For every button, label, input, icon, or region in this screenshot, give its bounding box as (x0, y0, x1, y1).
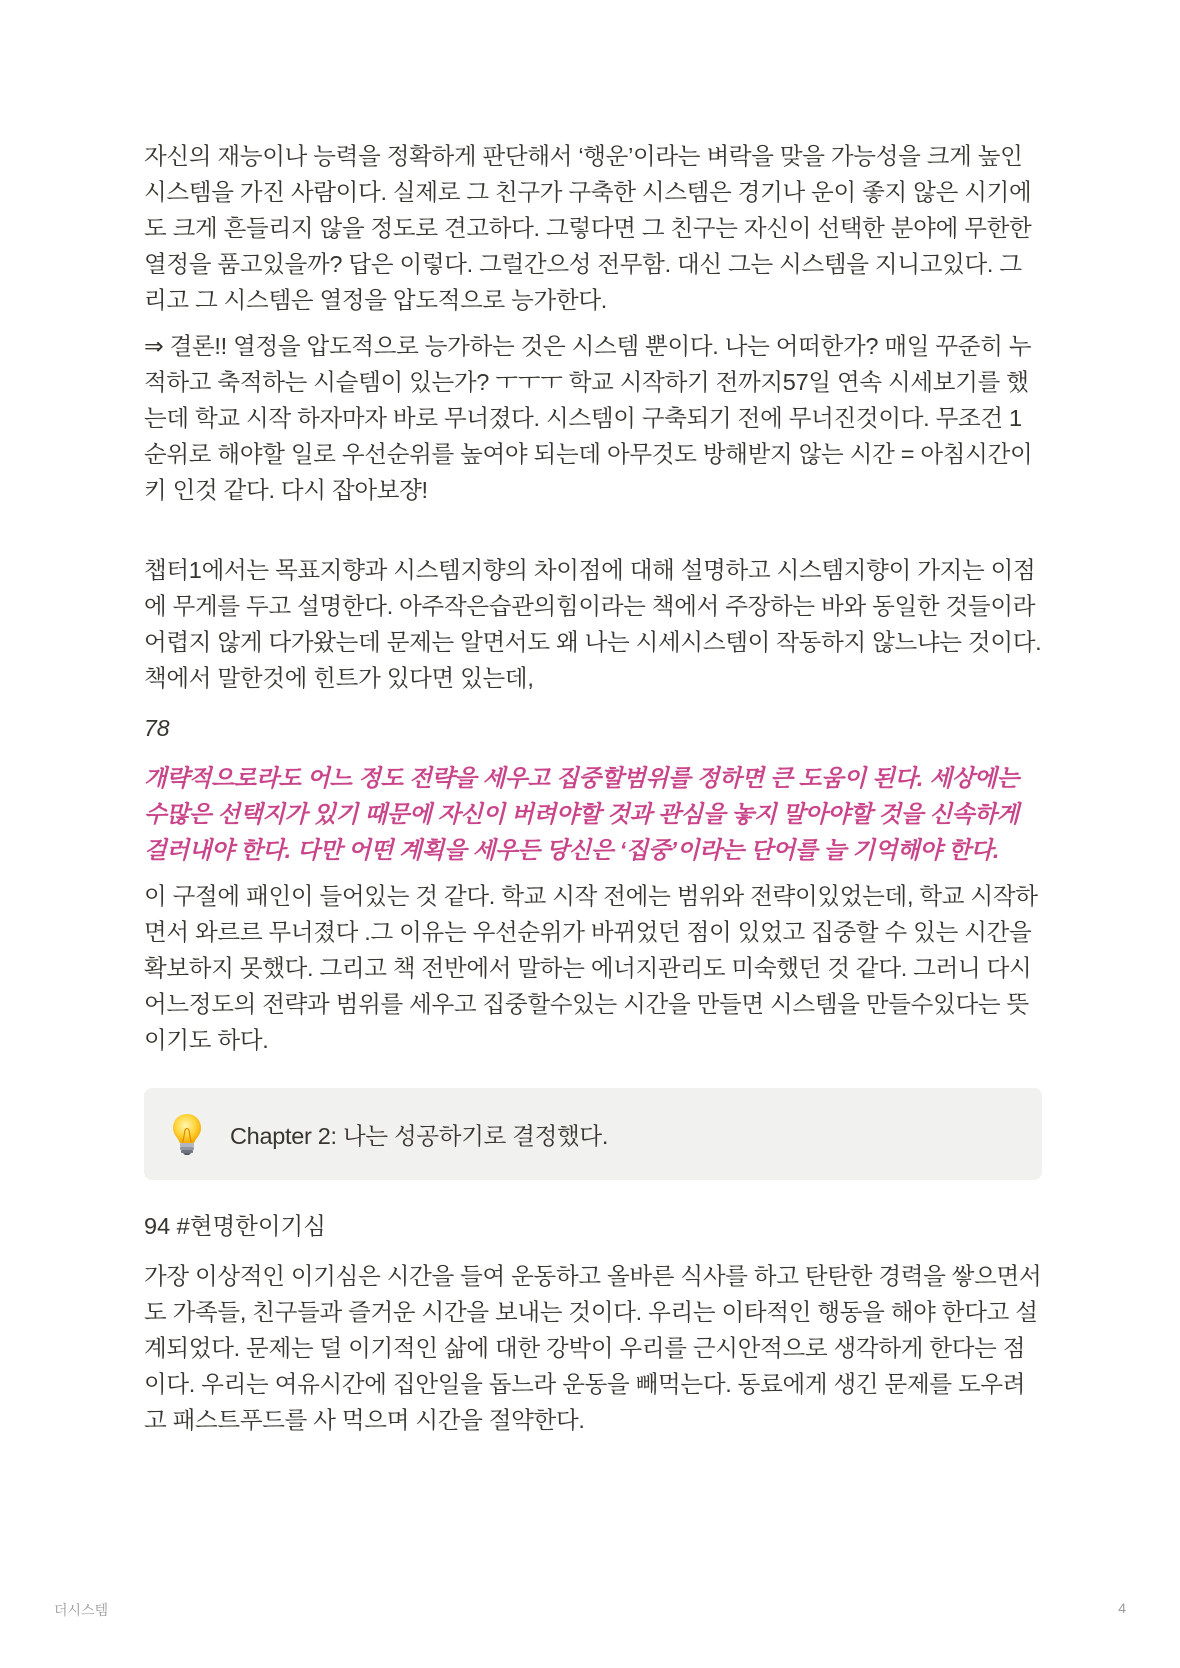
callout-text: Chapter 2: 나는 성공하기로 결정했다. (230, 1123, 609, 1149)
footer-title: 더시스템 (54, 1602, 109, 1618)
page-content (144, 138, 1042, 1438)
page-number: 4 (1118, 1600, 1126, 1616)
paragraph: ⇒ 결론!! 열정을 압도적으로 능가하는 것은 시스템 뿐이다. 나는 어떠한가? 매일 꾸준히 누적하고 축적하는 시슽템이 있는가? ㅜㅜㅜ 학교 시작하기 전까지57일 연속 시세보기를 했는데 학교 시작 하자마자 바로 무너졌다. 시스템이 구축되기 전에 무너진것이다. 무조건 1순위로 해야할 일로 우선순위를 높여야 되는데 아무것도 방해받지 않는 시간 = 아침시간이 키 인것 같다. 다시 잡아보쟝! (144, 333, 1033, 503)
callout-block (144, 1088, 1042, 1180)
page-reference: 78 (144, 715, 170, 741)
paragraph: 이 구절에 패인이 들어있는 것 같다. 학교 시작 전에는 범위와 전략이있었는데, 학교 시작하면서 와르르 무너졌다 .그 이유는 우선순위가 바뀌었던 점이 있었고 집중할 수 있는 시간을 확보하지 못했다. 그리고 책 전반에서 말하는 에너지관리도 미숙했던 것 같다. 그러니 다시 어느정도의 전략과 범위를 세우고 집중할수있는 시간을 만들면 시스템을 만들수있다는 뜻이기도 하다. (144, 883, 1038, 1053)
paragraph: 가장 이상적인 이기심은 시간을 들여 운동하고 올바른 식사를 하고 탄탄한 경력을 쌓으면서도 가족들, 친구들과 즐거운 시간을 보내는 것이다. 우리는 이타적인 행동을 해야 한다고 설계되었다. 문제는 덜 이기적인 삶에 대한 강박이 우리를 근시안적으로 생각하게 한다는 점이다. 우리는 여유시간에 집안일을 돕느라 운동을 빼먹는다. 동료에게 생긴 문제를 도우려고 패스트푸드를 사 먹으며 시간을 절약한다. (144, 1263, 1042, 1433)
highlighted-quote: 개략적으로라도 어느 정도 전략을 세우고 집중할범위를 정하면 큰 도움이 된다. 세상에는 수많은 선택지가 있기 때문에 자신이 버려야할 것과 관심을 놓지 말아야할 것을 신속하게 걸러내야 한다. 다만 어떤 계획을 세우든 당신은 ‘집중’이라는 단어를 늘 기억해야 한다. (144, 765, 1019, 863)
paragraph: 자신의 재능이나 능력을 정확하게 판단해서 ‘행운’이라는 벼락을 맞을 가능성을 크게 높인 시스템을 가진 사람이다. 실제로 그 친구가 구축한 시스템은 경기나 운이 좋지 않은 시기에도 크게 흔들리지 않을 정도로 견고하다. 그렇다면 그 친구는 자신이 선택한 분야에 무한한 열정을 품고있을까? 답은 이렇다. 그럴간으성 전무함. 대신 그는 시스템을 지니고있다. 그리고 그 시스템은 열정을 압도적으로 능가한다. (144, 143, 1032, 313)
section-heading: 94 #현명한이기심 (144, 1213, 326, 1239)
paragraph: 챕터1에서는 목표지향과 시스템지향의 차이점에 대해 설명하고 시스템지향이 가지는 이점에 무게를 두고 설명한다. 아주작은습관의힘이라는 책에서 주장하는 바와 동일한 것들이라 어렵지 않게 다가왔는데 문제는 알면서도 왜 나는 시세시스템이 작동하지 않느냐는 것이다. 책에서 말한것에 힌트가 있다면 있는데, (144, 557, 1042, 691)
lightbulb-icon (170, 1112, 204, 1156)
